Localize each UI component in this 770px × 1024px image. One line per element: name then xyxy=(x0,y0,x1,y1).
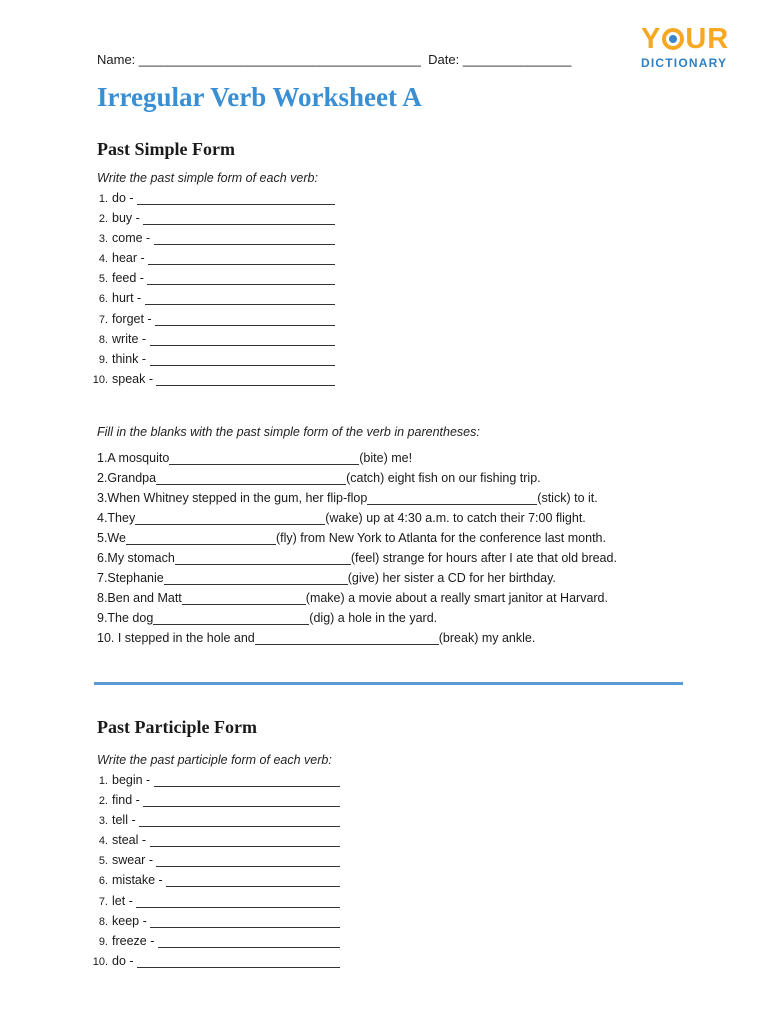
answer-blank[interactable] xyxy=(143,793,340,807)
logo-top: Y UR xyxy=(641,23,730,55)
item-number: 1. xyxy=(98,193,108,205)
list-item xyxy=(86,830,340,850)
answer-blank[interactable] xyxy=(150,352,335,366)
answer-blank[interactable] xyxy=(175,551,351,565)
answer-blank[interactable] xyxy=(126,531,276,545)
verb-label: do - xyxy=(112,953,138,968)
answer-blank[interactable] xyxy=(154,231,335,245)
sentence-start: 2.Grandpa xyxy=(97,471,157,485)
item-number: 8. xyxy=(98,915,108,928)
yourdictionary-logo xyxy=(641,24,746,70)
verb-label: speak - xyxy=(112,371,157,386)
item-number: 7. xyxy=(98,313,108,326)
item-number: 1. xyxy=(98,775,108,787)
verb-label: let - xyxy=(112,893,137,908)
verb-label: tell - xyxy=(112,813,140,828)
sentence-item xyxy=(97,608,617,628)
list-item xyxy=(86,870,340,890)
list-item xyxy=(86,228,335,248)
instruction-fill-blanks: Fill in the blanks with the past simple form of the verb in parentheses: xyxy=(97,425,480,439)
item-number: 9. xyxy=(98,353,108,366)
list-item xyxy=(86,951,340,971)
answer-blank[interactable] xyxy=(155,312,335,326)
list-item xyxy=(86,309,335,329)
answer-blank[interactable] xyxy=(153,611,309,625)
answer-blank[interactable] xyxy=(154,773,340,787)
sentence-item xyxy=(97,528,617,548)
verb-label: feed - xyxy=(112,271,148,286)
sentence-end: (give) her sister a CD for her birthday. xyxy=(347,571,556,585)
sentence-end: (bite) me! xyxy=(359,451,413,465)
sentence-end: (break) my ankle. xyxy=(438,631,536,645)
sentence-start: 9.The dog xyxy=(97,611,154,625)
sentence-start: 4.They xyxy=(97,511,136,525)
answer-blank[interactable] xyxy=(169,451,359,465)
answer-blank[interactable] xyxy=(137,954,340,968)
list-item xyxy=(86,770,340,790)
verb-label: come - xyxy=(112,231,154,246)
item-number: 2. xyxy=(98,213,108,226)
answer-blank[interactable] xyxy=(145,291,335,305)
answer-blank[interactable] xyxy=(156,372,335,386)
date-blank[interactable]: _______________ xyxy=(462,52,572,67)
list-item xyxy=(86,931,340,951)
verb-label: steal - xyxy=(112,833,150,848)
item-number: 6. xyxy=(98,875,108,888)
list-item xyxy=(86,349,335,369)
sentence-start: 8.Ben and Matt xyxy=(97,591,182,605)
sentence-start: 6.My stomach xyxy=(97,551,175,565)
item-number: 2. xyxy=(98,795,108,808)
sentence-start: 7.Stephanie xyxy=(97,571,164,585)
list-item xyxy=(86,850,340,870)
instruction-past-simple: Write the past simple form of each verb: xyxy=(97,171,318,185)
sentence-start: 1.A mosquito xyxy=(97,451,170,465)
sentence-start: 10. I stepped in the hole and xyxy=(97,631,255,645)
verb-label: mistake - xyxy=(112,873,167,888)
item-number: 3. xyxy=(98,815,108,828)
verb-label: buy - xyxy=(112,211,144,226)
answer-blank[interactable] xyxy=(255,631,439,645)
answer-blank[interactable] xyxy=(135,511,325,525)
sentence-item xyxy=(97,488,617,508)
sentence-item xyxy=(97,588,617,608)
logo-bottom: DICTIONARY xyxy=(641,56,728,70)
sentence-item xyxy=(97,628,617,648)
name-blank[interactable]: _______________________________________ xyxy=(138,52,421,67)
list-item xyxy=(86,790,340,810)
sentence-end: (wake) up at 4:30 a.m. to catch their 7:00 flight. xyxy=(325,511,586,525)
item-number: 4. xyxy=(98,835,108,848)
verb-label: freeze - xyxy=(112,933,158,948)
answer-blank[interactable] xyxy=(148,251,335,265)
verb-label: hurt - xyxy=(112,291,145,306)
sentence-item xyxy=(97,548,617,568)
item-number: 3. xyxy=(98,233,108,246)
sentence-end: (dig) a hole in the yard. xyxy=(309,611,438,625)
item-number: 10. xyxy=(92,955,108,968)
answer-blank[interactable] xyxy=(143,211,335,225)
item-number: 7. xyxy=(98,895,108,908)
section-heading-past-participle: Past Participle Form xyxy=(97,717,257,737)
answer-blank[interactable] xyxy=(182,591,306,605)
list-item xyxy=(86,188,335,208)
list-item xyxy=(86,911,340,931)
answer-blank[interactable] xyxy=(137,191,335,205)
item-number: 9. xyxy=(98,935,108,948)
verb-label: hear - xyxy=(112,251,149,266)
section-heading-past-simple: Past Simple Form xyxy=(97,139,235,159)
item-number: 5. xyxy=(98,855,108,868)
item-number: 10. xyxy=(92,373,108,386)
answer-blank[interactable] xyxy=(150,833,340,847)
sentence-end: (make) a movie about a really smart janitor at Harvard. xyxy=(305,591,608,605)
answer-blank[interactable] xyxy=(139,813,340,827)
magnifier-icon xyxy=(662,28,684,50)
item-number: 4. xyxy=(98,253,108,266)
verb-label: swear - xyxy=(112,853,157,868)
sentence-end: (catch) eight fish on our fishing trip. xyxy=(346,471,541,485)
sentence-item xyxy=(97,448,617,468)
list-item xyxy=(86,329,335,349)
answer-blank[interactable] xyxy=(158,934,340,948)
verb-label: find - xyxy=(112,793,144,808)
list-item xyxy=(86,288,335,308)
list-item xyxy=(86,208,335,228)
verb-label: forget - xyxy=(112,311,156,326)
answer-blank[interactable] xyxy=(136,894,340,908)
list-item xyxy=(86,369,335,389)
page-title: Irregular Verb Worksheet A xyxy=(97,82,422,112)
answer-blank[interactable] xyxy=(156,853,340,867)
answer-blank[interactable] xyxy=(156,471,346,485)
list-item xyxy=(86,810,340,830)
section-divider xyxy=(94,682,683,685)
sentence-start: 5.We xyxy=(97,531,126,545)
answer-blank[interactable] xyxy=(150,914,340,928)
sentence-end: (feel) strange for hours after I ate that old bread. xyxy=(350,551,617,565)
answer-blank[interactable] xyxy=(150,332,336,346)
sentence-start: 3.When Whitney stepped in the gum, her flip-flop xyxy=(97,491,368,505)
list-item xyxy=(86,268,335,288)
answer-blank[interactable] xyxy=(164,571,348,585)
date-label: Date: xyxy=(428,52,460,67)
list-item xyxy=(86,248,335,268)
verb-label: think - xyxy=(112,351,150,366)
past-simple-list xyxy=(86,188,335,389)
verb-label: write - xyxy=(112,331,150,346)
sentence-item xyxy=(97,468,617,488)
name-date-line xyxy=(97,52,571,67)
sentence-end: (fly) from New York to Atlanta for the conference last month. xyxy=(275,531,606,545)
item-number: 8. xyxy=(98,333,108,346)
item-number: 6. xyxy=(98,293,108,306)
item-number: 5. xyxy=(98,273,108,286)
verb-label: keep - xyxy=(112,913,151,928)
fill-blank-sentences xyxy=(97,448,617,648)
sentence-end: (stick) to it. xyxy=(537,491,598,505)
answer-blank[interactable] xyxy=(367,491,537,505)
answer-blank[interactable] xyxy=(166,873,340,887)
instruction-past-participle: Write the past participle form of each verb: xyxy=(97,753,332,767)
list-item xyxy=(86,891,340,911)
sentence-item xyxy=(97,508,617,528)
sentence-item xyxy=(97,568,617,588)
verb-label: begin - xyxy=(112,773,154,787)
name-label: Name: xyxy=(97,52,136,67)
past-participle-list xyxy=(86,770,340,971)
verb-label: do - xyxy=(112,191,138,205)
answer-blank[interactable] xyxy=(147,271,335,285)
